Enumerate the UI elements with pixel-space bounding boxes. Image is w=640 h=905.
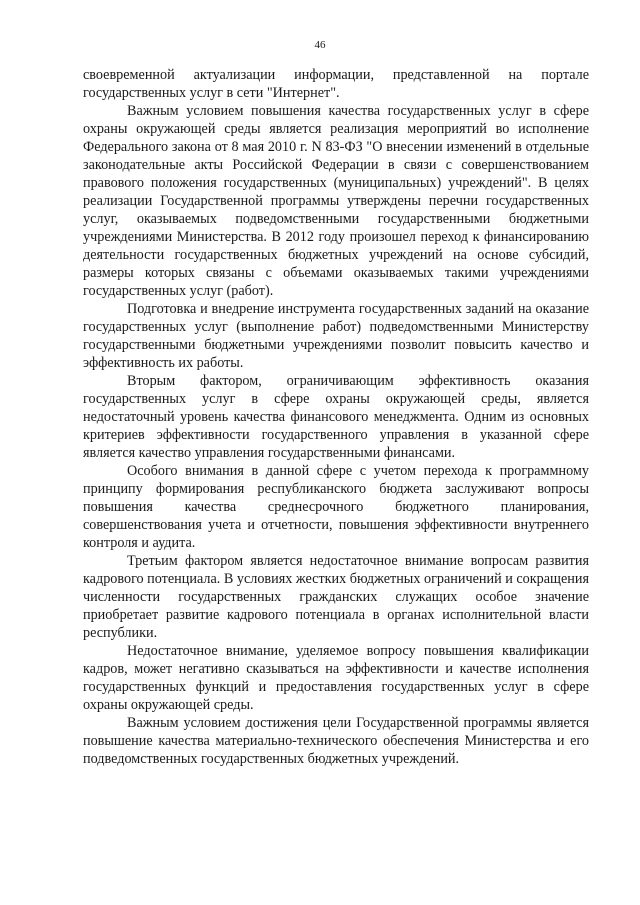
paragraph-second-factor: Вторым фактором, ограничивающим эффективность оказания государственных услуг в сфере охраны окружающей среды, является недостаточный уровень качества финансового менеджмента. Одним из основных критериев эффективности государственного управления в указанной сфере является качество управления государственными финансами. bbox=[83, 373, 589, 461]
paragraph-continuation: своевременной актуализации информации, представленной на портале государственных услуг в сети "Интернет". bbox=[83, 67, 589, 101]
page-number: 46 bbox=[314, 39, 326, 51]
paragraph-material-support: Важным условием достижения цели Государственной программы является повышение качества материально-технического обеспечения Министерства и его подведомственных государственных бюджетных учреждений. bbox=[83, 715, 589, 767]
paragraph-state-assignments: Подготовка и внедрение инструмента государственных заданий на оказание государственных услуг (выполнение работ) подведомственными Министерству государственными бюджетными учреждениями позволит повысить качество и эффективность их работы. bbox=[83, 301, 589, 371]
paragraph-qualification: Недостаточное внимание, уделяемое вопросу повышения квалификации кадров, может негативно сказываться на эффективности и качестве исполнения государственных функций и предоставления государственных услуг в сфере охраны окружающей среды. bbox=[83, 643, 589, 713]
paragraph-service-quality: Важным условием повышения качества государственных услуг в сфере охраны окружающей среды является реализация мероприятий во исполнение Федерального закона от 8 мая 2010 г. N 83-ФЗ "О внесении изменений в отдельные законодательные акты Российской Федерации в связи с совершенствованием правового положения государственных (муниципальных) учреждений". В целях реализации Государственной программы утверждены перечни государственных услуг, оказываемых подведомственными государственными бюджетными учреждениями Министерства. В 2012 году произошел переход к финансированию деятельности государственных бюджетных учреждений на основе субсидий, размеры которых связаны с объемами оказываемых такими учреждениями государственных услуг (работ). bbox=[83, 103, 589, 299]
document-body bbox=[83, 66, 589, 768]
paragraph-budget-planning: Особого внимания в данной сфере с учетом перехода к программному принципу формирования республиканского бюджета заслуживают вопросы повышения качества среднесрочного бюджетного планирования, совершенствования учета и отчетности, повышения эффективности внутреннего контроля и аудита. bbox=[83, 463, 589, 551]
paragraph-third-factor: Третьим фактором является недостаточное внимание вопросам развития кадрового потенциала. В условиях жестких бюджетных ограничений и сокращения численности государственных гражданских служащих особое значение приобретает развитие кадрового потенциала в органах исполнительной власти республики. bbox=[83, 553, 589, 641]
